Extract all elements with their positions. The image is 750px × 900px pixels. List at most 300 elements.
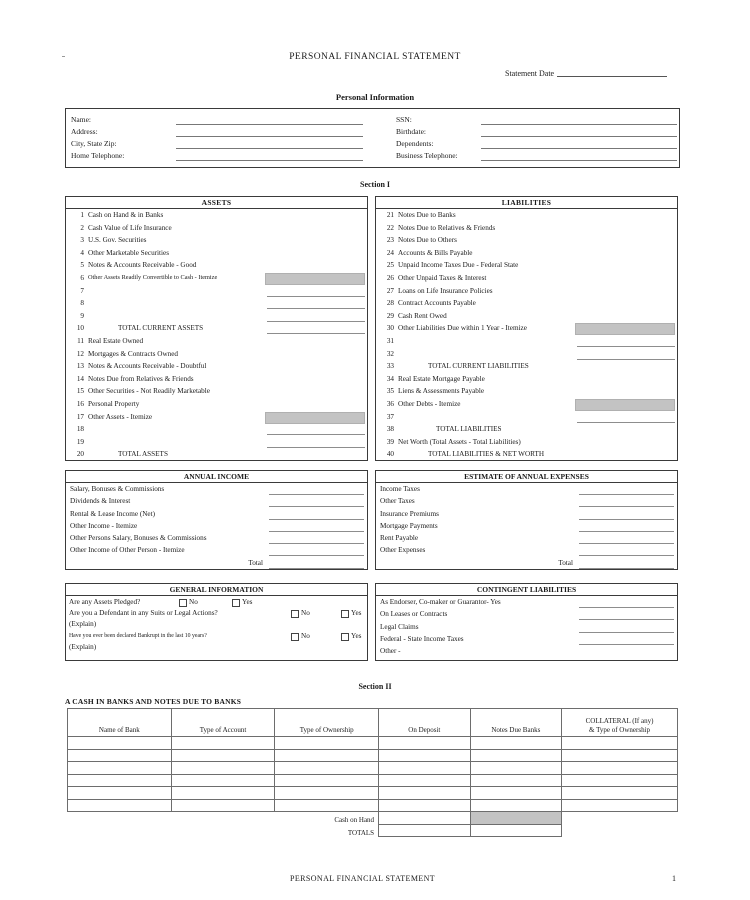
personal-info-left-input[interactable] — [176, 148, 363, 149]
checkbox-yes-label: Yes — [242, 598, 253, 606]
checkbox-no-label: No — [301, 632, 310, 640]
statement-date-input[interactable] — [557, 68, 667, 77]
annual-expenses-row — [376, 508, 677, 520]
assets-row-number: 9 — [80, 311, 84, 320]
assets-row — [66, 247, 367, 260]
cash-on-hand-deposit-input[interactable] — [379, 812, 471, 825]
annual-income-amount-input[interactable] — [269, 484, 364, 495]
personal-info-left-input[interactable] — [176, 124, 363, 125]
assets-amount-input[interactable] — [267, 286, 365, 297]
bank-column-header-line2: Type of Account — [199, 726, 247, 734]
assets-row-number: 8 — [80, 299, 84, 308]
liabilities-amount-input[interactable] — [577, 336, 675, 347]
liabilities-row — [376, 222, 677, 235]
totals-label: TOTALS — [347, 828, 375, 837]
bank-table-cell[interactable] — [68, 737, 172, 750]
personal-info-right-input[interactable] — [481, 160, 677, 161]
liabilities-row — [376, 285, 677, 298]
liabilities-row — [376, 448, 677, 461]
bank-table-cell[interactable] — [171, 749, 275, 762]
liabilities-row-number: 21 — [386, 211, 394, 219]
bank-table-cell[interactable] — [171, 774, 275, 787]
bank-column-header-line2: Name of Bank — [98, 726, 140, 734]
assets-row-number: 1 — [80, 211, 84, 219]
contingent-liability-amount-input[interactable] — [579, 622, 674, 633]
liabilities-amount-input[interactable] — [575, 399, 675, 411]
annual-expenses-amount-input[interactable] — [579, 521, 674, 532]
personal-info-right-row — [396, 150, 679, 162]
annual-income-rows — [66, 483, 367, 569]
personal-info-right-label: Birthdate: — [396, 127, 426, 136]
bank-table-cell[interactable] — [470, 787, 562, 800]
bank-table-column-header — [275, 709, 379, 737]
assets-row-label: Other Assets - Itemize — [88, 412, 153, 421]
liabilities-row — [376, 436, 677, 449]
liabilities-row-label: Net Worth (Total Assets - Total Liabilities) — [398, 437, 521, 446]
assets-amount-input[interactable] — [267, 298, 365, 309]
personal-info-right-input[interactable] — [481, 124, 677, 125]
general-information-table — [65, 583, 368, 661]
assets-row-label: Cash Value of Life Insurance — [88, 223, 172, 232]
annual-income-row-label: Salary, Bonuses & Commissions — [70, 485, 165, 493]
liabilities-row-number: 28 — [386, 299, 394, 308]
annual-expenses-amount-input[interactable] — [579, 509, 674, 520]
cash-on-hand-label: Cash on Hand — [334, 816, 375, 824]
annual-income-amount-input[interactable] — [269, 496, 364, 507]
bank-table-row — [68, 774, 678, 787]
annual-expenses-amount-input[interactable] — [579, 545, 674, 556]
annual-income-amount-input[interactable] — [269, 509, 364, 520]
contingent-liability-amount-input[interactable] — [579, 634, 674, 645]
assets-row-label: Other Marketable Securities — [88, 248, 170, 257]
personal-info-right-label: Dependents: — [396, 139, 434, 148]
statement-date-row — [505, 68, 685, 78]
contingent-liability-row — [376, 633, 677, 645]
liabilities-row — [376, 373, 677, 386]
bank-table-cell[interactable] — [562, 799, 678, 812]
checkbox-no[interactable] — [179, 599, 187, 607]
assets-row-number: 2 — [80, 223, 84, 232]
assets-row-label: Notes & Accounts Receivable - Doubtful — [88, 362, 207, 371]
liabilities-row-number: 29 — [386, 311, 394, 320]
annual-expenses-total-row — [376, 557, 677, 569]
assets-row — [66, 272, 367, 285]
annual-expenses-row-label: Rent Payable — [380, 534, 419, 543]
liabilities-row-label: Cash Rent Owed — [398, 311, 447, 320]
annual-income-header: ANNUAL INCOME — [66, 471, 367, 483]
annual-expenses-table — [375, 470, 678, 570]
bank-table-cell[interactable] — [379, 737, 471, 750]
annual-income-amount-input[interactable] — [269, 533, 364, 544]
personal-info-right-input[interactable] — [481, 136, 677, 137]
general-info-explain-label: (Explain) — [69, 620, 97, 628]
assets-row-label: Other Assets Readily Convertible to Cash - Itemize — [88, 273, 218, 281]
annual-expenses-rows — [376, 483, 677, 569]
liabilities-row-label: Notes Due to Banks — [398, 211, 456, 219]
general-info-question-text: Are any Assets Pledged? — [69, 598, 141, 606]
assets-row — [66, 310, 367, 323]
liabilities-row-number: 38 — [386, 425, 394, 434]
assets-row-label: TOTAL ASSETS — [118, 450, 168, 459]
annual-expenses-row — [376, 483, 677, 495]
assets-row-number: 6 — [80, 273, 84, 282]
bank-table-column-header — [171, 709, 275, 737]
personal-info-left-row — [71, 150, 371, 162]
liabilities-rows — [376, 209, 677, 461]
bank-table-cell[interactable] — [275, 737, 379, 750]
personal-info-left-input[interactable] — [176, 160, 363, 161]
contingent-liability-label: Other - — [380, 647, 401, 656]
annual-income-row-label: Dividends & Interest — [70, 497, 131, 506]
contingent-liability-label: As Endorser, Co-maker or Guarantor- Yes — [380, 598, 501, 606]
personal-info-left-label: Address: — [71, 127, 98, 136]
bank-table-column-header — [379, 709, 471, 737]
assets-row-number: 16 — [76, 399, 84, 408]
liabilities-row — [376, 259, 677, 272]
income-expense-wrap — [65, 470, 678, 570]
bank-column-header-line2: On Deposit — [408, 726, 441, 734]
liabilities-row-label: TOTAL LIABILITIES — [436, 425, 502, 434]
bank-table-cell[interactable] — [470, 749, 562, 762]
annual-expenses-row — [376, 520, 677, 532]
bank-table-row — [68, 762, 678, 775]
bank-table-cell[interactable] — [68, 749, 172, 762]
bank-column-header-line2: & Type of Ownership — [589, 726, 651, 734]
assets-row — [66, 297, 367, 310]
liabilities-row-number: 35 — [386, 387, 394, 396]
section-2-subheading: A CASH IN BANKS AND NOTES DUE TO BANKS — [65, 697, 242, 706]
liabilities-row — [376, 385, 677, 398]
bank-table-row — [68, 787, 678, 800]
bank-table-cell[interactable] — [68, 774, 172, 787]
annual-income-total-row — [66, 557, 367, 569]
liabilities-row — [376, 234, 677, 247]
assets-row — [66, 423, 367, 436]
statement-date-label: Statement Date — [505, 69, 555, 78]
contingent-liability-row — [376, 608, 677, 620]
annual-income-row — [66, 532, 367, 544]
assets-amount-input[interactable] — [265, 412, 365, 424]
liabilities-row — [376, 209, 677, 222]
checkbox-no-label: No — [189, 598, 198, 606]
totals-notes-due-input[interactable] — [470, 824, 562, 837]
annual-expenses-amount-input[interactable] — [579, 484, 674, 495]
totals-deposit-input[interactable] — [379, 824, 471, 837]
assets-row-number: 14 — [76, 374, 84, 383]
bank-table-cell[interactable] — [275, 762, 379, 775]
liabilities-row-number: 32 — [386, 349, 394, 358]
contingent-liability-label: Federal - State Income Taxes — [380, 634, 464, 643]
personal-info-right-column — [396, 114, 679, 162]
personal-info-left-row — [71, 126, 371, 138]
liabilities-header: LIABILITIES — [376, 197, 677, 209]
bank-table-cell[interactable] — [470, 774, 562, 787]
general-information-rows — [66, 596, 367, 662]
annual-income-amount-input[interactable] — [269, 521, 364, 532]
assets-row — [66, 322, 367, 335]
assets-rows — [66, 209, 367, 461]
general-info-explain-label: (Explain) — [69, 643, 97, 651]
liabilities-amount-input[interactable] — [575, 323, 675, 335]
checkbox-yes[interactable] — [232, 599, 240, 607]
personal-info-left-label: Home Telephone: — [71, 151, 125, 160]
checkbox-yes[interactable] — [341, 633, 349, 641]
bank-table-row — [68, 799, 678, 812]
cash-on-hand-row — [68, 812, 678, 825]
bank-table-cell[interactable] — [68, 787, 172, 800]
liabilities-row-label: Loans on Life Insurance Policies — [398, 286, 493, 295]
bank-table-cell[interactable] — [171, 762, 275, 775]
contingent-liability-label: Legal Claims — [380, 622, 419, 631]
assets-row — [66, 335, 367, 348]
liabilities-row — [376, 423, 677, 436]
liabilities-row-number: 34 — [386, 374, 394, 383]
personal-info-right-row — [396, 114, 679, 126]
personal-info-left-label: City, State Zip: — [71, 139, 117, 148]
liabilities-row-number: 24 — [386, 248, 394, 257]
liabilities-table — [375, 196, 678, 461]
liabilities-row-label: Accounts & Bills Payable — [398, 248, 473, 257]
bank-table-body — [68, 737, 678, 837]
assets-amount-input[interactable] — [267, 437, 365, 448]
bank-table-header-row — [68, 709, 678, 737]
assets-row-label: Cash on Hand & in Banks — [88, 211, 164, 219]
assets-row-label: Personal Property — [88, 399, 140, 408]
assets-row-number: 3 — [80, 236, 84, 245]
annual-income-amount-input[interactable] — [269, 545, 364, 556]
assets-row-label: Other Securities - Not Readily Marketable — [88, 387, 210, 396]
personal-info-right-row — [396, 126, 679, 138]
checkbox-yes[interactable] — [341, 610, 349, 618]
assets-table — [65, 196, 368, 461]
bank-table-cell[interactable] — [470, 799, 562, 812]
personal-info-left-label: Name: — [71, 115, 91, 124]
annual-income-row — [66, 520, 367, 532]
assets-row-number: 15 — [76, 387, 84, 396]
assets-row-label: Real Estate Owned — [88, 336, 144, 345]
assets-row — [66, 285, 367, 298]
bank-column-header-line1: COLLATERAL (If any) — [585, 717, 654, 725]
bank-table-cell[interactable] — [470, 737, 562, 750]
liabilities-row — [376, 322, 677, 335]
assets-row-number: 13 — [76, 362, 84, 371]
liabilities-row-number: 37 — [386, 412, 394, 421]
assets-row — [66, 259, 367, 272]
liabilities-row-label: Contract Accounts Payable — [398, 299, 476, 308]
bank-table-cell[interactable] — [379, 749, 471, 762]
liabilities-row — [376, 360, 677, 373]
liabilities-row — [376, 398, 677, 411]
annual-income-row-label: Other Persons Salary, Bonuses & Commissions — [70, 534, 207, 543]
personal-information-heading: Personal Information — [335, 92, 415, 102]
annual-expenses-row — [376, 532, 677, 544]
liabilities-row-label: Other Liabilities Due within 1 Year - Itemize — [398, 324, 527, 333]
liabilities-row — [376, 247, 677, 260]
personal-info-left-input[interactable] — [176, 136, 363, 137]
liabilities-row-label: TOTAL CURRENT LIABILITIES — [428, 362, 529, 371]
bank-table-cell[interactable] — [562, 774, 678, 787]
general-information-header: GENERAL INFORMATION — [66, 584, 367, 596]
bank-table-cell[interactable] — [275, 749, 379, 762]
contingent-liabilities-rows — [376, 596, 677, 657]
liabilities-row-number: 23 — [386, 236, 394, 245]
bank-table-cell[interactable] — [275, 787, 379, 800]
assets-liabilities-wrap — [65, 196, 678, 461]
bank-table-row — [68, 737, 678, 750]
bank-table-cell[interactable] — [379, 762, 471, 775]
contingent-liability-amount-input[interactable] — [579, 609, 674, 620]
assets-row-number: 11 — [77, 336, 84, 345]
liabilities-amount-input[interactable] — [577, 349, 675, 360]
assets-row — [66, 373, 367, 386]
assets-row-number: 10 — [76, 324, 84, 333]
liabilities-row-number: 31 — [386, 336, 394, 345]
checkbox-yes-label: Yes — [351, 609, 362, 617]
bank-table-cell[interactable] — [171, 737, 275, 750]
annual-expenses-row-label: Other Expenses — [380, 546, 426, 555]
assets-row — [66, 348, 367, 361]
assets-row-label: U.S. Gov. Securities — [88, 236, 147, 245]
general-info-question — [66, 597, 367, 608]
liabilities-row-label: Notes Due to Others — [398, 236, 457, 245]
footer-page-number: 1 — [672, 874, 676, 883]
annual-expenses-total-label: Total — [558, 558, 573, 567]
bank-table-cell[interactable] — [562, 762, 678, 775]
checkbox-no[interactable] — [291, 610, 299, 618]
annual-income-total-input[interactable] — [269, 558, 364, 569]
personal-info-right-input[interactable] — [481, 148, 677, 149]
liabilities-row-label: Real Estate Mortgage Payable — [398, 374, 485, 383]
personal-info-right-label: SSN: — [396, 115, 412, 124]
liabilities-row — [376, 272, 677, 285]
bank-table-cell[interactable] — [379, 799, 471, 812]
annual-income-row — [66, 483, 367, 495]
general-info-question — [66, 608, 367, 619]
assets-row-number: 5 — [80, 261, 84, 270]
assets-header: ASSETS — [66, 197, 367, 209]
assets-row-number: 17 — [76, 412, 84, 421]
liabilities-row — [376, 411, 677, 424]
annual-expenses-row-label: Other Taxes — [380, 497, 415, 506]
page-title: PERSONAL FINANCIAL STATEMENT — [289, 52, 461, 62]
assets-amount-input[interactable] — [267, 323, 365, 334]
liabilities-row-number: 36 — [386, 399, 394, 408]
annual-expenses-amount-input[interactable] — [579, 533, 674, 544]
assets-row — [66, 209, 367, 222]
bank-table-cell[interactable] — [275, 774, 379, 787]
bank-table-cell[interactable] — [470, 762, 562, 775]
liabilities-row-label: Notes Due to Relatives & Friends — [398, 223, 496, 232]
cash-on-hand-collateral-empty — [562, 812, 678, 825]
bank-table-cell[interactable] — [379, 787, 471, 800]
liabilities-row-label: Other Debts - Itemize — [398, 399, 461, 408]
bank-table-column-header — [470, 709, 562, 737]
totals-collateral-empty — [562, 824, 678, 837]
bank-table-cell[interactable] — [562, 749, 678, 762]
bank-table-cell[interactable] — [68, 799, 172, 812]
contingent-liability-row — [376, 645, 677, 657]
liabilities-row-number: 26 — [386, 273, 394, 282]
assets-row-number: 4 — [80, 248, 84, 257]
annual-expenses-total-input[interactable] — [579, 558, 674, 569]
liabilities-row — [376, 335, 677, 348]
totals-row — [68, 824, 678, 837]
liabilities-row-label: Other Unpaid Taxes & Interest — [398, 273, 487, 282]
bank-table-cell[interactable] — [562, 787, 678, 800]
contingent-liability-amount-input[interactable] — [579, 597, 674, 608]
annual-income-total-label: Total — [248, 558, 263, 567]
bank-table-cell[interactable] — [275, 799, 379, 812]
bank-table-column-header — [562, 709, 678, 737]
checkbox-no[interactable] — [291, 633, 299, 641]
assets-row-number: 7 — [80, 286, 84, 295]
personal-info-left-row — [71, 114, 371, 126]
liabilities-row-number: 40 — [386, 450, 394, 459]
annual-income-row-label: Rental & Lease Income (Net) — [70, 509, 156, 518]
annual-income-row-label: Other Income of Other Person - Itemize — [70, 546, 185, 555]
general-info-question-text: Have you ever been declared Bankrupt in the last 10 years? — [69, 633, 207, 639]
liabilities-row-number: 33 — [386, 362, 394, 371]
assets-amount-input[interactable] — [265, 273, 365, 285]
liabilities-row — [376, 297, 677, 310]
assets-amount-input[interactable] — [267, 424, 365, 435]
liabilities-row-number: 39 — [386, 437, 394, 446]
assets-row — [66, 385, 367, 398]
assets-row — [66, 436, 367, 449]
general-info-question-text: Are you a Defendant in any Suits or Legal Actions? — [69, 609, 218, 617]
assets-row — [66, 234, 367, 247]
personal-info-right-row — [396, 138, 679, 150]
assets-row — [66, 360, 367, 373]
bank-table-cell[interactable] — [171, 799, 275, 812]
assets-row-number: 19 — [76, 437, 84, 446]
assets-amount-input[interactable] — [267, 311, 365, 322]
contingent-liability-label: On Leases or Contracts — [380, 610, 448, 619]
liabilities-row-label: Liens & Assessments Payable — [398, 387, 485, 396]
assets-row — [66, 222, 367, 235]
contingent-liability-row — [376, 621, 677, 633]
annual-income-row — [66, 544, 367, 556]
bank-table-cell[interactable] — [379, 774, 471, 787]
liabilities-row-label: TOTAL LIABILITIES & NET WORTH — [428, 450, 545, 459]
general-contingent-wrap — [65, 583, 678, 661]
assets-row — [66, 448, 367, 461]
liabilities-amount-input[interactable] — [577, 412, 675, 423]
footer-title: PERSONAL FINANCIAL STATEMENT — [290, 874, 436, 883]
annual-expenses-header: ESTIMATE OF ANNUAL EXPENSES — [376, 471, 677, 483]
contingent-liability-row — [376, 596, 677, 608]
liabilities-row-number: 25 — [386, 261, 394, 270]
bank-table-cell[interactable] — [68, 762, 172, 775]
assets-row-number: 20 — [76, 450, 84, 459]
annual-income-row-label: Other Income - Itemize — [70, 521, 138, 530]
assets-row-label: Notes & Accounts Receivable - Good — [88, 261, 197, 270]
bank-table-cell[interactable] — [562, 737, 678, 750]
annual-expenses-amount-input[interactable] — [579, 496, 674, 507]
section-1-heading: Section I — [360, 180, 390, 189]
assets-row — [66, 411, 367, 424]
cash-on-hand-notes-blocked-cell — [470, 812, 562, 825]
assets-row-label: Mortgages & Contracts Owned — [88, 349, 179, 358]
bank-table-cell[interactable] — [171, 787, 275, 800]
annual-expenses-row — [376, 495, 677, 507]
liabilities-row — [376, 348, 677, 361]
bank-column-header-line2: Type of Ownership — [299, 726, 354, 734]
section-2-heading: Section II — [358, 682, 392, 691]
checkbox-yes-label: Yes — [351, 632, 362, 640]
assets-row-label: Notes Due from Relatives & Friends — [88, 374, 194, 383]
liabilities-row-label: Unpaid Income Taxes Due - Federal State — [398, 261, 519, 270]
